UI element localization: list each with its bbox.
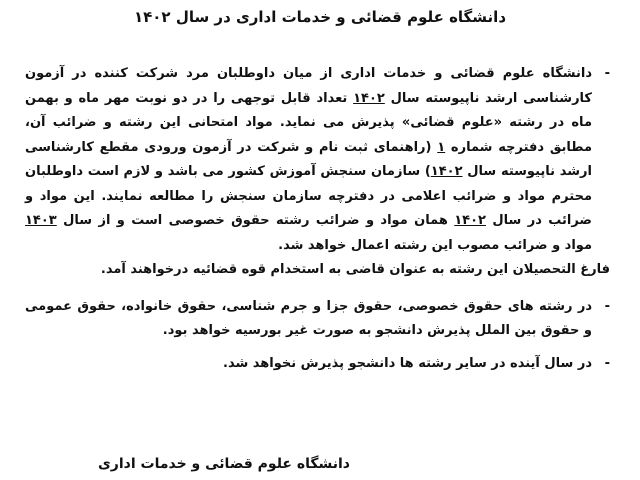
item3-text: در سال آینده در سایر رشته ها دانشجو پذیرش نخواهد شد. [223,355,592,371]
graduates-note: فارغ التحصیلان این رشته به عنوان قاضی به استخدام قوه قضائیه درخواهند آمد. [100,262,610,277]
document-title: دانشگاه علوم قضائی و خدمات اداری در سال ۱۴۰۲ [133,8,507,26]
year-1402-first: ۱۴۰۲ [353,90,385,106]
paragraph-item-3 [25,352,610,377]
bullet-dash: - [604,355,610,371]
bullet-dash: - [604,66,610,81]
paragraph-item-1 [25,62,610,258]
item1-text-part4: ) سازمان سنجش آموزش کشور می باشد و لازم است داوطلبان محترم مواد و ضرائب اعلامی در دفترچه سازمان سنجش را مطالعه نمایند. این مواد و ضرائب در سال [25,164,592,228]
bullet-dash: - [604,298,610,314]
year-1403: ۱۴۰۳ [25,213,57,228]
paragraph-item-2 [25,295,610,344]
item1-text-part3: (راهنمای ثبت نام و شرکت در آزمون ورودی مقطع کارشناسی ارشد ناپیوسته سال [25,139,592,179]
item2-text: در رشته های حقوق خصوصی، حقوق جزا و جرم شناسی، حقوق خانواده، حقوق عمومی و حقوق بین الملل پذیرش دانشجو به صورت غیر بورسیه خواهد بود. [25,298,592,338]
document-body [25,62,610,376]
booklet-number: ۱ [437,139,446,155]
item1-text-part6: مواد و ضرائب مصوب این رشته اعمال خواهد شد. [278,237,592,253]
item1-text-part1: دانشگاه علوم قضائی و خدمات اداری از میان داوطلبان مرد شرکت کننده در آزمون کارشناسی ارشد ناپیوسته سال [25,66,592,106]
item1-text-part2: تعداد قابل توجهی را در دو نوبت مهر ماه و بهمن ماه در رشته «علوم قضائی» پذیرش می نماید. مواد امتحانی این رشته و ضرائب آن، مطابق دفترچه شماره [25,90,593,155]
signature-university: دانشگاه علوم قضائی و خدمات اداری [97,456,350,472]
year-1402-second: ۱۴۰۲ [430,164,463,179]
year-1402-third: ۱۴۰۲ [454,213,486,228]
item1-text-part5: همان مواد و ضرائب رشته حقوق خصوصی است و از سال [56,213,455,228]
